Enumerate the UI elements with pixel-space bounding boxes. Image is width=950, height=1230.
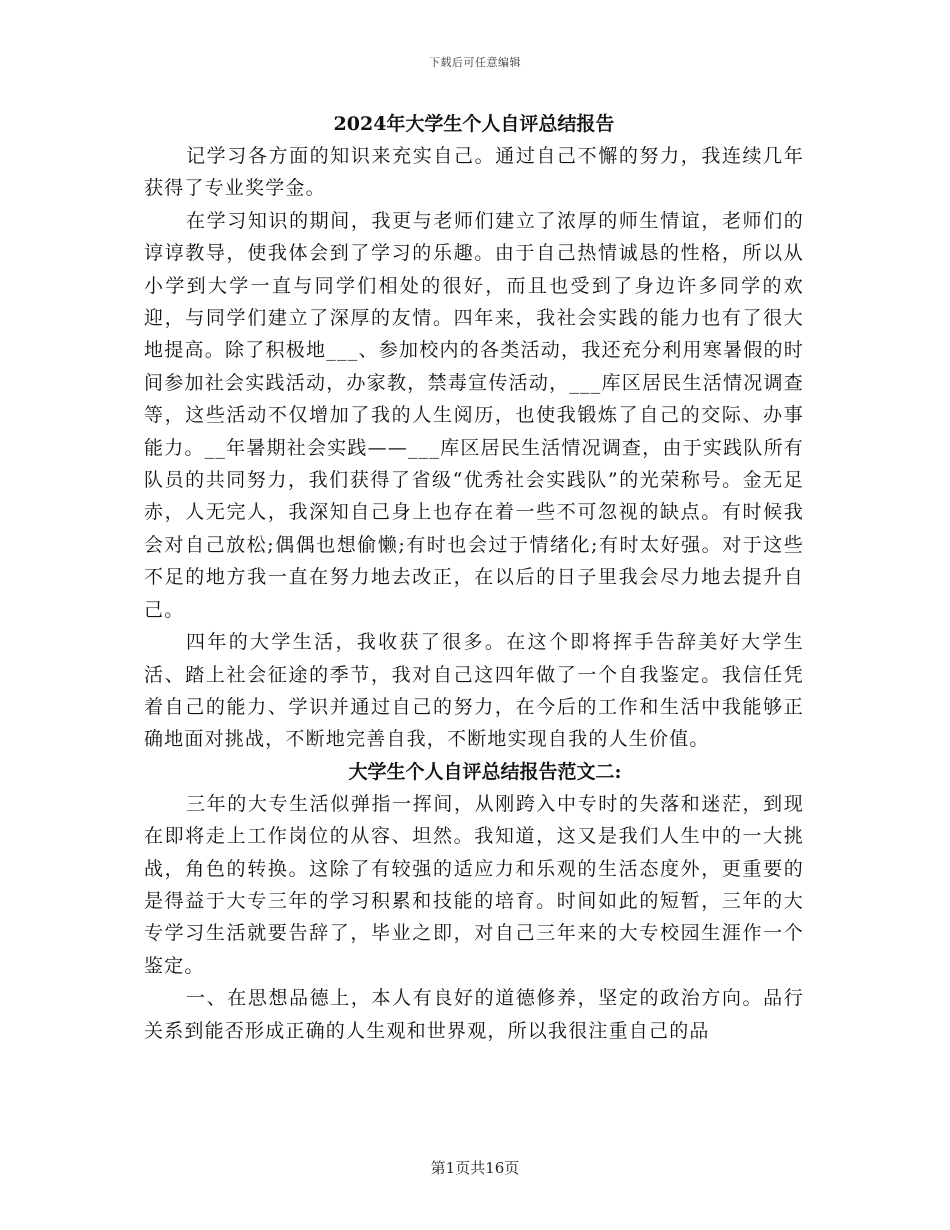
page-number: 第1页共16页 <box>430 1159 520 1177</box>
paragraph: 一、在思想品德上，本人有良好的道德修养，坚定的政治方向。品行关系到能否形成正确的人生观和世界观，所以我很注重自己的品 <box>144 987 804 1042</box>
document-body <box>144 108 804 1047</box>
section-title: 大学生个人自评总结报告范文二: <box>348 760 622 783</box>
paragraph: 记学习各方面的知识来充实自己。通过自己不懈的努力，我连续几年获得了专业奖学金。 <box>144 145 804 200</box>
page-header-note: 下载后可任意编辑 <box>429 56 521 69</box>
paragraph: 三年的大专生活似弹指一挥间，从刚跨入中专时的失落和迷茫，到现在即将走上工作岗位的从容、坦然。我知道，这又是我们人生中的一大挑战，角色的转换。这除了有较强的适应力和乐观的生活态度外，更重要的是得益于大专三年的学习积累和技能的培育。时间如此的短暂，三年的大专学习生活就要告辞了，毕业之即，对自己三年来的大专校园生涯作一个鉴定。 <box>144 792 804 977</box>
document-title: 2024年大学生个人自评总结报告 <box>333 113 615 135</box>
paragraph: 在学习知识的期间，我更与老师们建立了浓厚的师生情谊，老师们的谆谆教导，使我体会到了学习的乐趣。由于自己热情诚恳的性格，所以从小学到大学一直与同学们相处的很好，而且也受到了身边许多同学的欢迎，与同学们建立了深厚的友情。四年来，我社会实践的能力也有了很大地提高。除了积极地___、参加校内的各类活动，我还充分利用寒暑假的时间参加社会实践活动，办家教，禁毒宣传活动，___库区居民生活情况调查等，这些活动不仅增加了我的人生阅历，也使我锻炼了自己的交际、办事能力。__年暑期社会实践——___库区居民生活情况调查，由于实践队所有队员的共同努力，我们获得了省级“优秀社会实践队”的光荣称号。金无足赤，人无完人，我深知自己身上也存在着一些不可忽视的缺点。有时候我会对自己放松;偶偶也想偷懒;有时也会过于情绪化;有时太好强。对于这些不足的地方我一直在努力地去改正，在以后的日子里我会尽力地去提升自己。 <box>144 209 804 621</box>
paragraph: 四年的大学生活，我收获了很多。在这个即将挥手告辞美好大学生活、踏上社会征途的季节，我对自己这四年做了一个自我鉴定。我信任凭着自己的能力、学识并通过自己的努力，在今后的工作和生活中我能够正确地面对挑战，不断地完善自我，不断地实现自我的人生价值。 <box>144 631 804 751</box>
